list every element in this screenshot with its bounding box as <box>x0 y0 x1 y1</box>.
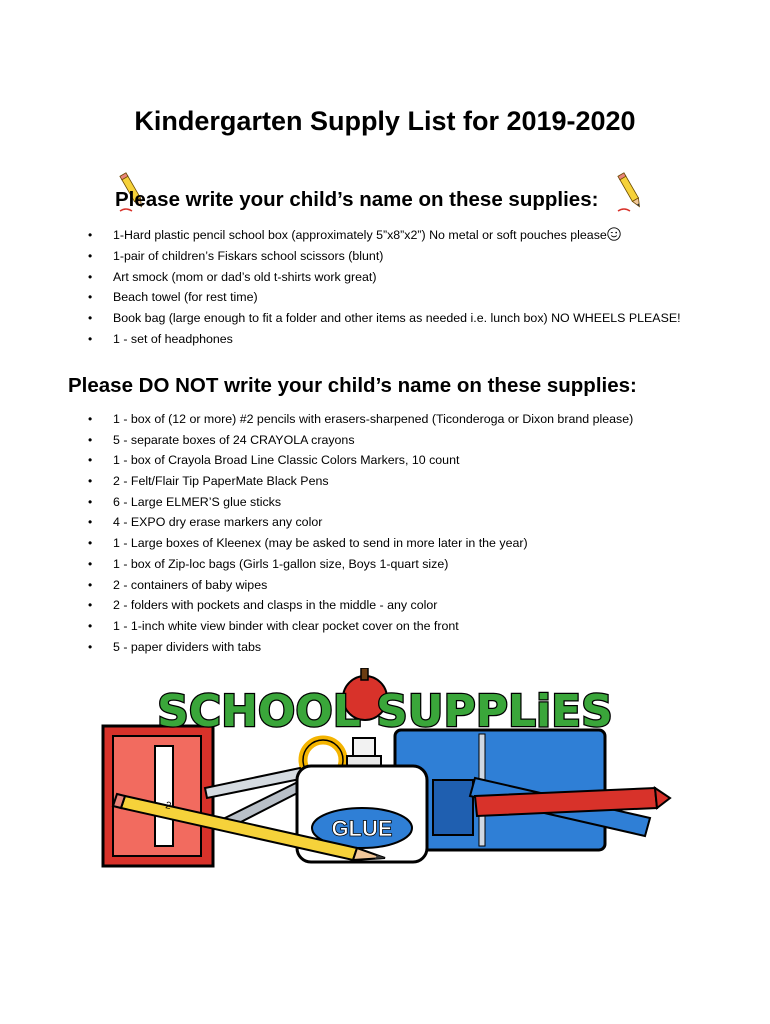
bullet: • <box>88 269 93 284</box>
pencil-number: 2 <box>164 800 173 813</box>
list-item <box>0 554 633 575</box>
bullet: • <box>88 536 93 551</box>
list-item-text: Beach towel (for rest time) <box>113 290 258 305</box>
list-item-text: 5 - separate boxes of 24 CRAYOLA crayons <box>113 432 355 447</box>
glue-label: GLUE <box>331 816 393 841</box>
bullet: • <box>88 556 93 571</box>
bullet: • <box>88 432 93 447</box>
list-item-text: 5 - paper dividers with tabs <box>113 639 262 654</box>
bullet: • <box>88 228 93 242</box>
wink-emoji-icon <box>607 227 621 241</box>
bullet: • <box>88 331 93 346</box>
list-item <box>0 287 681 308</box>
list-item <box>0 492 633 513</box>
list-item <box>0 329 681 350</box>
bullet: • <box>88 412 93 426</box>
list-item <box>0 512 633 533</box>
list-item <box>0 595 633 616</box>
bullet: • <box>88 494 93 509</box>
list-item <box>0 471 633 492</box>
pencil-icon <box>616 171 646 215</box>
list-item-text: 1 - set of headphones <box>113 331 233 346</box>
bullet: • <box>88 453 93 468</box>
list-item-text: 1 - box of Zip-loc bags (Girls 1-gallon size, Boys 1-quart size) <box>113 556 449 571</box>
list-item-text: 1 - box of (12 or more) #2 pencils with erasers-sharpened (Ticonderoga or Dixon brand please) <box>113 412 634 426</box>
list-item-text: Book bag (large enough to fit a folder and other items as needed i.e. lunch box) NO WHEELS PLEASE! <box>113 311 681 326</box>
supply-list-write-name <box>0 225 681 350</box>
bullet: • <box>88 618 93 633</box>
section-heading-do-not-write-name: Please DO NOT write your child’s name on these supplies: <box>68 374 637 397</box>
list-item-text: 4 - EXPO dry erase markers any color <box>113 515 323 530</box>
list-item <box>0 430 633 451</box>
bullet: • <box>88 515 93 530</box>
page-title: Kindergarten Supply List for 2019-2020 <box>134 106 636 136</box>
list-item-text: 2 - Felt/Flair Tip PaperMate Black Pens <box>113 474 329 489</box>
list-item <box>0 409 633 430</box>
bullet: • <box>88 290 93 305</box>
list-item <box>0 267 681 288</box>
list-item-text: 2 - folders with pockets and clasps in the middle - any color <box>113 598 438 613</box>
list-item-text: 1-Hard plastic pencil school box (approximately 5”x8”x2”) No metal or soft pouches please <box>113 228 607 242</box>
list-item <box>0 637 633 658</box>
list-item <box>0 246 681 267</box>
bullet: • <box>88 474 93 489</box>
bullet: • <box>88 639 93 654</box>
list-item-text: 1 - Large boxes of Kleenex (may be asked to send in more later in the year) <box>113 536 528 551</box>
list-item <box>0 616 633 637</box>
list-item <box>0 533 633 554</box>
bullet: • <box>88 248 93 263</box>
bullet: • <box>88 577 93 592</box>
section-heading-write-name: Please write your child’s name on these supplies: <box>115 188 599 211</box>
list-item <box>0 308 681 329</box>
bullet: • <box>88 598 93 613</box>
list-item <box>0 225 681 246</box>
supply-list-no-name <box>0 409 633 657</box>
list-item-text: 6 - Large ELMER’S glue sticks <box>113 494 282 509</box>
school-supplies-clipart <box>95 668 675 878</box>
list-item-text: Art smock (mom or dad’s old t-shirts work great) <box>113 269 377 284</box>
bullet: • <box>88 311 93 326</box>
list-item <box>0 450 633 471</box>
school-supplies-banner: SCHOOL SUPPLiES <box>157 686 613 737</box>
list-item-text: 1-pair of children’s Fiskars school scissors (blunt) <box>113 248 384 263</box>
list-item <box>0 575 633 596</box>
list-item-text: 1 - 1-inch white view binder with clear pocket cover on the front <box>113 618 459 633</box>
list-item-text: 1 - box of Crayola Broad Line Classic Colors Markers, 10 count <box>113 453 460 468</box>
list-item-text: 2 - containers of baby wipes <box>113 577 268 592</box>
